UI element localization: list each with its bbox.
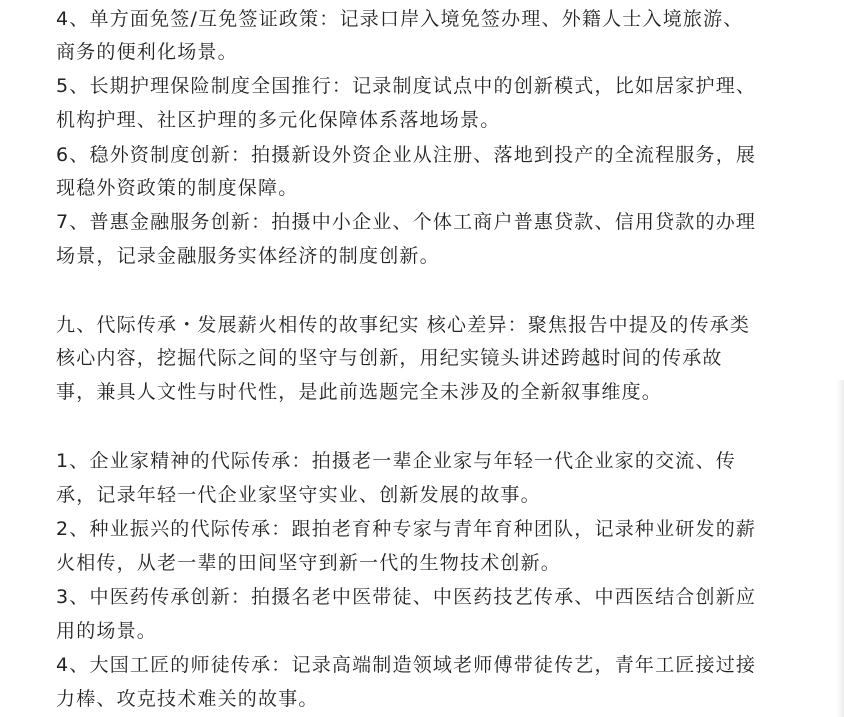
text-line: 用的场景。	[56, 620, 158, 642]
text-line: 商务的便利化场景。	[56, 41, 238, 63]
text-line: 现稳外资政策的制度保障。	[56, 177, 299, 199]
text-line: 场景，记录金融服务实体经济的制度创新。	[56, 245, 440, 267]
text-line: 核心内容，挖掘代际之间的坚守与创新，用纪实镜头讲述跨越时间的传承故	[56, 347, 723, 369]
section-heading-line: 九、代际传承・发展薪火相传的故事纪实 核心差异：聚焦报告中提及的传承类	[56, 314, 751, 336]
text-line: 1、企业家精神的代际传承：拍摄老一辈企业家与年轻一代企业家的交流、传	[56, 450, 736, 472]
text-line: 3、中医药传承创新：拍摄名老中医带徒、中医药技艺传承、中西医结合创新应	[56, 586, 757, 608]
text-line: 力棒、攻克技术难关的故事。	[56, 688, 319, 710]
text-line: 机构护理、社区护理的多元化保障体系落地场景。	[56, 109, 501, 131]
scroll-edge-shadow	[836, 380, 844, 717]
text-line: 4、大国工匠的师徒传承：记录高端制造领域老师傅带徒传艺，青年工匠接过接	[56, 654, 757, 676]
text-line: 6、稳外资制度创新：拍摄新设外资企业从注册、落地到投产的全流程服务，展	[56, 144, 757, 166]
text-line: 2、种业振兴的代际传承：跟拍老育种专家与青年育种团队，记录种业研发的薪	[56, 518, 757, 540]
text-line: 5、长期护理保险制度全国推行：记录制度试点中的创新模式，比如居家护理、	[56, 75, 757, 97]
text-line: 承，记录年轻一代企业家坚守实业、创新发展的故事。	[56, 484, 541, 506]
text-line: 事，兼具人文性与时代性，是此前选题完全未涉及的全新叙事维度。	[56, 381, 663, 403]
text-line: 7、普惠金融服务创新：拍摄中小企业、个体工商户普惠贷款、信用贷款的办理	[56, 211, 757, 233]
text-line: 4、单方面免签/互免签证政策：记录口岸入境免签办理、外籍人士入境旅游、	[56, 8, 744, 30]
text-line: 火相传，从老一辈的田间坚守到新一代的生物技术创新。	[56, 552, 562, 574]
